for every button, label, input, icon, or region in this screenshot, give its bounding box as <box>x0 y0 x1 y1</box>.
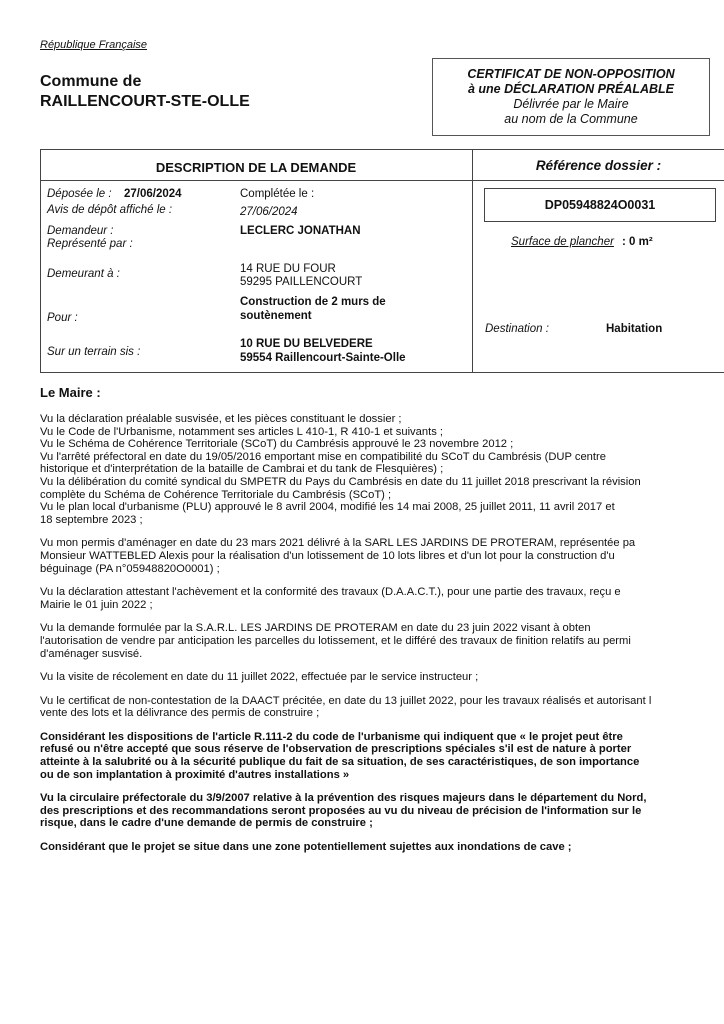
demeurant-label: Demeurant à : <box>47 268 120 280</box>
certificate-title-box <box>432 58 710 136</box>
daact-line: Vu la déclaration attestant l'achèvement et la conformité des travaux (D.A.A.C.T.), pour une partie des travaux, reçu e <box>40 586 621 599</box>
demande-line: Vu la demande formulée par la S.A.R.L. LES JARDINS DE PROTERAM en date du 23 juin 2022 visant à obten <box>40 622 591 635</box>
completee-label: Complétée le : <box>240 188 315 200</box>
circulaire-paragraph <box>40 792 724 830</box>
certificat-line: vente des lots et la délivrance des permis de construire ; <box>40 707 320 720</box>
represente-label: Représenté par : <box>47 238 133 250</box>
considerant-line: ou de son implantation à proximité d'autres installations » <box>40 768 350 781</box>
vu-line: Vu l'arrêté préfectoral en date du 19/05/2016 emportant mise en compatibilité du SCoT du Cambrésis (DUP centre <box>40 450 606 463</box>
vu-line: complète du Schéma de Cohérence Territoriale du Cambrésis (SCoT) ; <box>40 488 392 501</box>
cert-line4: au nom de la Commune <box>504 112 638 126</box>
demandeur-label: Demandeur : <box>47 225 114 237</box>
deposee-label: Déposée le : <box>47 188 112 200</box>
daact-line: Mairie le 01 juin 2022 ; <box>40 598 153 611</box>
vu-line: Vu la déclaration préalable susvisée, et les pièces constituant le dossier ; <box>40 413 402 425</box>
description-title: DESCRIPTION DE LA DEMANDE <box>155 160 357 175</box>
demande-line: d'aménager susvisé. <box>40 647 143 660</box>
vu-line: historique et d'interprétation de la bataille de Cambrai et du tank de Flesquières) ; <box>40 463 444 476</box>
visite-paragraph: Vu la visite de récolement en date du 11 juillet 2022, effectuée par le service instructeur ; <box>40 671 479 684</box>
vu-line: Vu le Schéma de Cohérence Territoriale (SCoT) du Cambrésis approuvé le 23 novembre 2012 ; <box>40 438 514 451</box>
pour-label: Pour : <box>47 312 78 324</box>
demande-line: l'autorisation de vendre par anticipation les parcelles du lotissement, et le différé des travaux de finition relatifs au permi <box>40 634 631 647</box>
destination-value: Habitation <box>606 323 663 335</box>
terrain-line1: 10 RUE DU BELVEDERE <box>240 338 373 350</box>
permis-line: Vu mon permis d'aménager en date du 23 mars 2021 délivré à la SARL LES JARDINS DE PROTERAM, représentée pa <box>40 537 636 550</box>
republique-francaise: République Française <box>40 39 148 51</box>
vu-line: Vu le plan local d'urbanisme (PLU) approuvé le 8 avril 2004, modifié les 14 mai 2008, 25 juillet 2011, 11 avril 2017 et <box>40 501 615 514</box>
deposee-value: 27/06/2024 <box>124 188 182 200</box>
surface-label: Surface de plancher <box>511 236 614 248</box>
cert-line2: à une DÉCLARATION PRÉALABLE <box>467 82 675 96</box>
reference-title: Référence dossier : <box>535 158 662 173</box>
table-divider-horizontal <box>40 180 724 181</box>
cert-line1: CERTIFICAT DE NON-OPPOSITION <box>467 67 675 81</box>
table-divider-vertical <box>472 149 473 373</box>
circulaire-line: risque, dans le cadre d'une demande de permis de construire ; <box>40 817 373 830</box>
considerant-line: refusé ou n'être accepté que sous réserve de l'observation de prescriptions spéciales s'il est de nature à porter <box>40 743 632 756</box>
cert-line3: Délivrée par le Maire <box>513 97 629 111</box>
adresse-line1: 14 RUE DU FOUR <box>240 263 336 275</box>
considerant-inondation-paragraph: Considérant que le projet se situe dans une zone potentiellement sujettes aux inondations de cave ; <box>40 841 572 854</box>
demandeur-value: LECLERC JONATHAN <box>240 225 361 237</box>
vu-line: 18 septembre 2023 ; <box>40 513 143 526</box>
permis-line: béguinage (PA n°05948820O0001) ; <box>40 562 220 575</box>
considerant-line: atteinte à la salubrité ou à la sécurité publique du fait de sa situation, de ses caractéristiques, de son importance <box>40 756 640 769</box>
pour-line2: soutènement <box>240 310 312 322</box>
description-table <box>40 149 724 373</box>
vu-line: Vu le Code de l'Urbanisme, notamment ses articles L 410-1, R 410-1 et suivants ; <box>40 425 444 438</box>
destination-label: Destination : <box>485 323 549 335</box>
le-maire-heading: Le Maire : <box>40 385 101 400</box>
demande-paragraph <box>40 622 724 660</box>
permis-paragraph <box>40 537 724 575</box>
permis-line: Monsieur WATTEBLED Alexis pour la réalisation d'un lotissement de 10 lots libres et d'un lot pour la construction d'u <box>40 549 615 562</box>
daact-paragraph <box>40 586 724 611</box>
body-text <box>40 413 724 865</box>
completee-value: 27/06/2024 <box>240 206 298 218</box>
commune-line1: Commune de <box>40 73 142 90</box>
vu-line: Vu la délibération du comité syndical du SMPETR du Pays du Cambrésis en date du 11 juillet 2018 prescrivant la révision <box>40 475 641 488</box>
avis-label: Avis de dépôt affiché le : <box>47 204 173 216</box>
commune-name <box>40 72 250 112</box>
surface-value: : 0 m² <box>622 236 653 248</box>
pour-line1: Construction de 2 murs de <box>240 296 386 308</box>
certificat-line: Vu le certificat de non-contestation de la DAACT précitée, en date du 13 juillet 2022, pour les travaux réalisés et autorisant l <box>40 694 652 707</box>
terrain-line2: 59554 Raillencourt-Sainte-Olle <box>240 352 406 364</box>
adresse-line2: 59295 PAILLENCOURT <box>240 276 363 288</box>
circulaire-line: Vu la circulaire préfectorale du 3/9/2007 relative à la prévention des risques majeurs dans le département du Nord, <box>40 792 647 805</box>
circulaire-line: des prescriptions et des recommandations seront proposées au vu du niveau de précision de l'information sur le <box>40 804 642 817</box>
considerant-line: Considérant les dispositions de l'article R.111-2 du code de l'urbanisme qui indiquent que « le projet peut être <box>40 730 623 743</box>
reference-number: DP05948824O0031 <box>484 188 716 222</box>
terrain-label: Sur un terrain sis : <box>47 346 141 358</box>
vu-paragraph <box>40 413 724 526</box>
considerant-r111-paragraph <box>40 731 724 781</box>
certificat-paragraph <box>40 695 724 720</box>
commune-line2: RAILLENCOURT-STE-OLLE <box>40 93 250 110</box>
